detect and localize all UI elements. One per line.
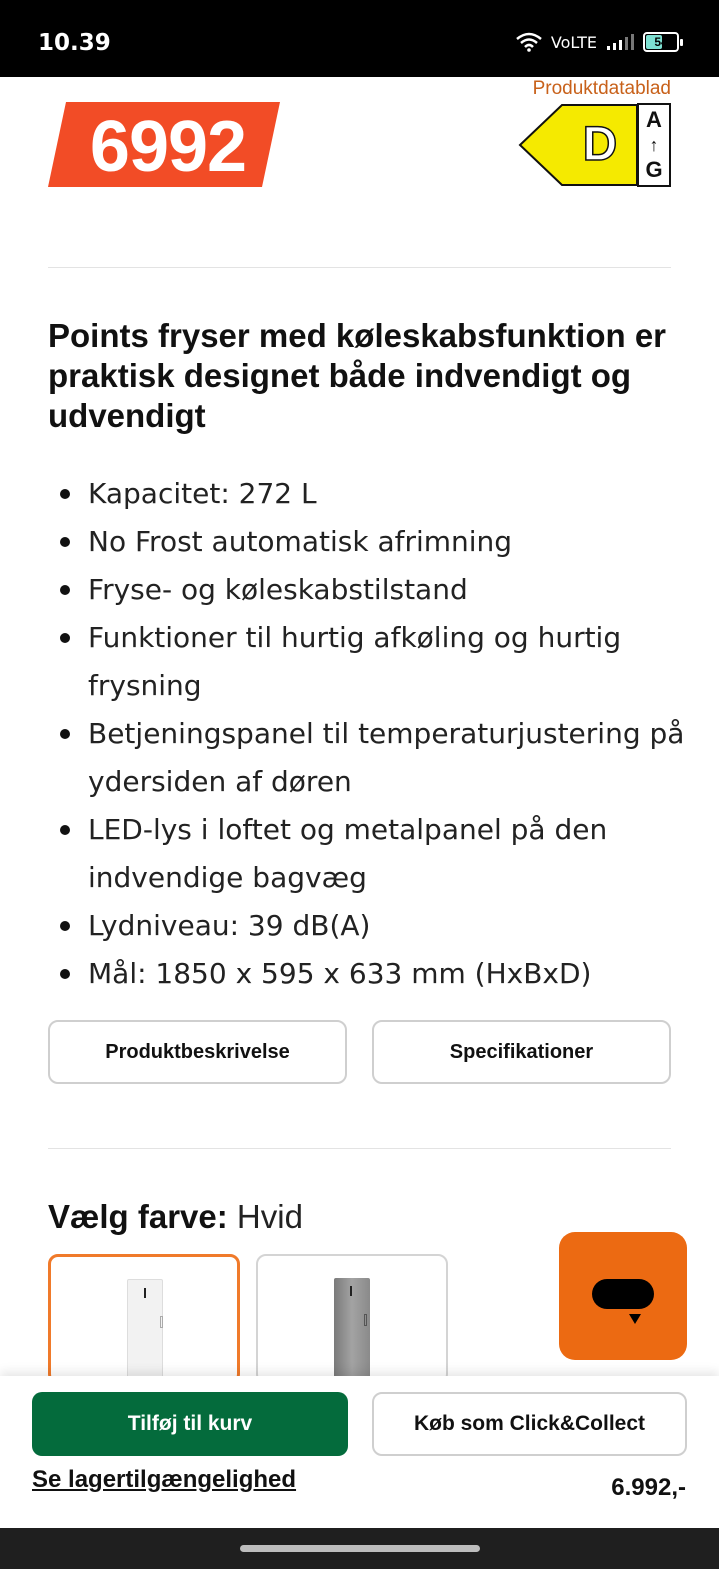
signal-icon — [605, 32, 635, 52]
feature-item: Lydniveau: 39 dB(A) — [48, 902, 688, 950]
feature-item: LED-lys i loftet og metalpanel på den indvendige bagvæg — [48, 806, 688, 902]
color-swatch-steel[interactable] — [256, 1254, 448, 1384]
price-badge — [48, 102, 280, 187]
divider — [48, 1148, 671, 1149]
energy-scale-bottom: G — [645, 157, 663, 182]
battery-icon — [643, 32, 679, 52]
specifications-button[interactable]: Specifikationer — [372, 1020, 671, 1084]
energy-scale-top: A — [646, 107, 662, 132]
stock-availability-link[interactable]: Se lagertilgængelighed — [32, 1466, 297, 1493]
system-nav-bar — [0, 1528, 719, 1569]
wifi-icon — [515, 32, 543, 52]
feature-item: Funktioner til hurtig afkøling og hurtig frysning — [48, 614, 688, 710]
datablad-link[interactable]: Produktdatablad — [532, 78, 671, 99]
energy-class: D — [582, 118, 618, 171]
product-description-button[interactable]: Produktbeskrivelse — [48, 1020, 347, 1084]
chat-button[interactable] — [559, 1232, 687, 1360]
white-fridge-image — [127, 1279, 163, 1384]
color-picker-selected: Hvid — [236, 1198, 303, 1235]
divider — [48, 267, 671, 268]
chat-bubble-icon — [592, 1279, 654, 1309]
color-picker-label: Vælg farve: — [48, 1198, 228, 1235]
color-picker-heading — [48, 1198, 303, 1236]
energy-label[interactable] — [518, 103, 671, 187]
bottom-price: 6.992,- — [611, 1474, 686, 1501]
home-gesture-handle[interactable] — [240, 1545, 480, 1552]
status-bar — [0, 0, 719, 77]
chat-bubble-tail — [629, 1314, 641, 1324]
status-icons — [515, 32, 679, 52]
volte-label: VoLTE — [550, 32, 597, 52]
energy-scale — [637, 103, 671, 187]
feature-list — [48, 470, 688, 998]
steel-fridge-image — [334, 1278, 370, 1384]
feature-item: Fryse- og køleskabstilstand — [48, 566, 688, 614]
price-badge-value: 6992 — [89, 107, 247, 187]
feature-item: Mål: 1850 x 595 x 633 mm (HxBxD) — [48, 950, 688, 998]
feature-item: Betjeningspanel til temperaturjustering på ydersiden af døren — [48, 710, 688, 806]
energy-scale-arrow: ↑ — [649, 135, 659, 155]
feature-item: Kapacitet: 272 L — [48, 470, 688, 518]
click-collect-button[interactable]: Køb som Click&Collect — [372, 1392, 687, 1456]
feature-item: No Frost automatisk afrimning — [48, 518, 688, 566]
battery-percent: 54 — [654, 35, 668, 49]
color-swatch-white[interactable] — [48, 1254, 240, 1384]
status-time: 10.39 — [38, 30, 111, 56]
add-to-cart-button[interactable]: Tilføj til kurv — [32, 1392, 348, 1456]
product-title: Points fryser med køleskabsfunktion er praktisk designet både indvendigt og udvendigt — [48, 317, 667, 434]
bottom-action-bar — [0, 1376, 719, 1528]
